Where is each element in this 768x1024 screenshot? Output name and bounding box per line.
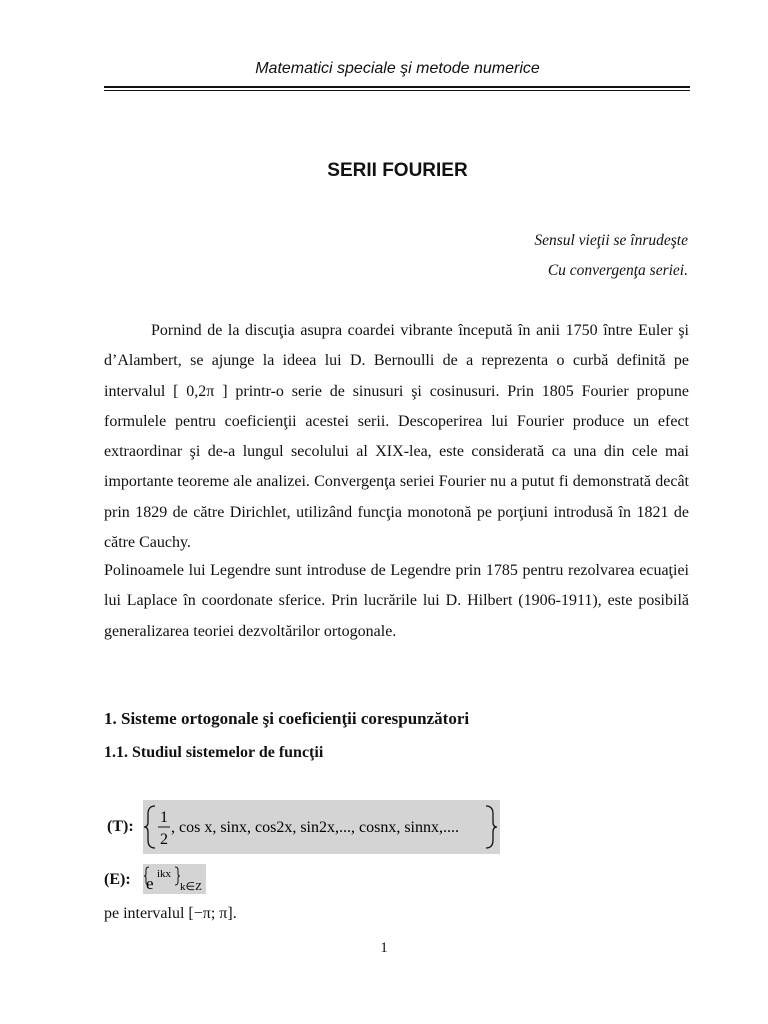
header-rule-thin [104,90,690,91]
formula-E-label: (E): [104,871,131,888]
formula-T-label: (T): [107,818,134,835]
left-brace-icon [144,806,155,848]
formula-E-svg [143,864,206,894]
interval-text: pe intervalul [−π; π]. [104,905,237,922]
formula-E-box [143,864,206,894]
formula-E-subscript: k∈Z [180,881,202,893]
running-header: Matematici speciale şi metode numerice [255,60,540,77]
subsection-heading: 1.1. Studiul sistemelor de funcţii [104,744,324,761]
intro-paragraph-1 [104,316,689,558]
intro-paragraph-2: Polinoamele lui Legendre sunt introduse de Legendre prin 1785 pentru rezolvarea ecuaţiei lui Laplace în coordonate sferice. Prin lucrările lui D. Hilbert (1906-1911), este posibilă generalizarea teoriei dezvoltărilor ortogonale. [104,562,689,640]
formula-T-svg [143,800,500,854]
formula-E-base: e [146,874,154,893]
motto-line-2: Cu convergenţa seriei. [547,262,688,279]
right-brace-icon [486,806,497,848]
header-rule-thick [104,86,690,88]
formula-E-exponent: ikx [157,868,172,880]
motto-line-1: Sensul vieţii se înrudeşte [534,232,688,249]
fraction-denominator: 2 [160,831,168,848]
page-title: SERII FOURIER [327,160,468,181]
formula-T-terms: , cos x, sinx, cos2x, sin2x,..., cosnx, sinnx,.... [171,819,459,836]
fraction-numerator: 1 [160,809,168,826]
formula-T-box [143,800,500,854]
section-heading: 1. Sisteme ortogonale şi coeficienţii corespunzători [104,709,470,728]
intro-paragraph-1-text: Pornind de la discuţia asupra coardei vibrante începută în anii 1750 între Euler şi d’Alambert, se ajunge la ideea lui D. Bernoulli de a reprezenta o curbă definită pe intervalul [ 0,2π ] printr-o serie de sinusuri şi cosinusuri. Prin 1805 Fourier propune formulele pentru coeficienţii acestei serii. Descoperirea lui Fourier produce un efect extraordinar şi de-a lungul secolului al XIX-lea, este considerată ca una din cele mai importante teoreme ale analizei. Convergenţa seriei Fourier nu a putut fi demonstrată decât prin 1829 de către Dirichlet, utilizând funcţia monotonă pe porţiuni introdusă în 1821 de către Cauchy. [104,322,689,552]
page-number: 1 [380,940,388,956]
